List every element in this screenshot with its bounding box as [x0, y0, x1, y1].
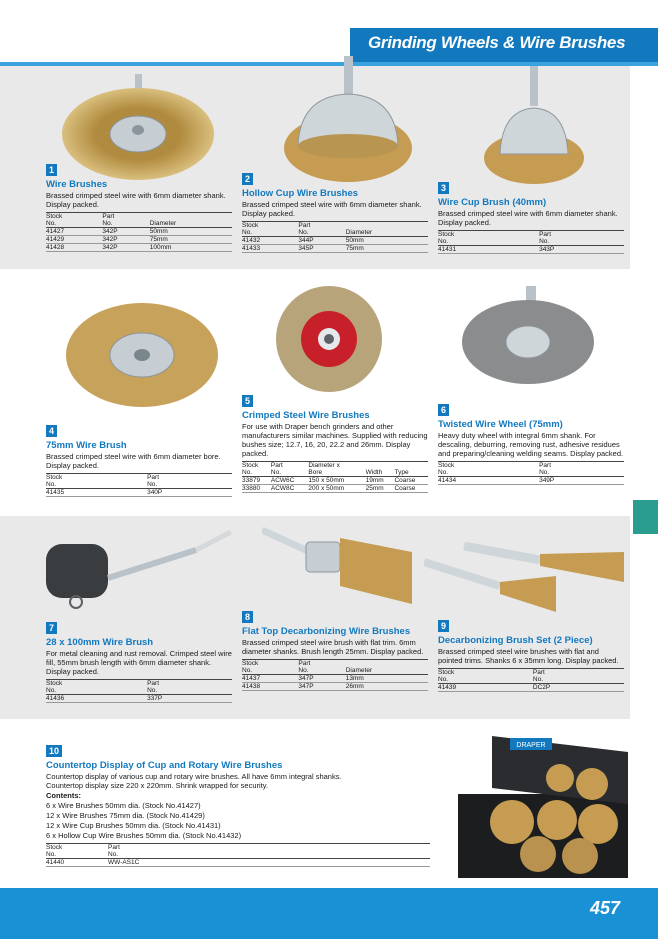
- page-title: Grinding Wheels & Wire Brushes: [368, 33, 626, 52]
- col-header: Stock No.: [46, 844, 63, 858]
- col-header: Part No.: [532, 669, 545, 683]
- table-row: 41427 342P 50mm: [46, 228, 232, 236]
- table-row: 41432 344P 50mm: [242, 237, 428, 245]
- product-number: 8: [242, 611, 253, 623]
- product-description: Brassed crimped steel wire brush with flat trim. 6mm diameter shanks. Brush length 25mm. Display packed.: [242, 638, 424, 656]
- table-row: 41436 337P: [46, 695, 232, 703]
- contents-label: Contents:: [46, 791, 81, 800]
- col-header: Part No.: [539, 462, 551, 476]
- col-header: Part No.: [298, 222, 311, 236]
- table-row: 41435 340P: [46, 489, 232, 497]
- col-header: Type: [394, 469, 409, 476]
- countertop-display-image: [452, 724, 632, 882]
- contents-item: 12 x Wire Brushes 75mm dia. (Stock No.41429): [46, 811, 205, 820]
- col-header: Stock No.: [242, 462, 259, 476]
- spec-table: [438, 461, 624, 485]
- product-title: Decarbonizing Brush Set (2 Piece): [438, 635, 593, 646]
- section-tab: [633, 500, 658, 534]
- col-header: Part No.: [539, 231, 551, 245]
- product-block-1: [46, 160, 232, 252]
- crimped-steel-wheel-image: [274, 284, 384, 394]
- table-row: 41431 343P: [438, 246, 624, 254]
- table-row: 41428 342P 100mm: [46, 244, 232, 252]
- col-header: Part No.: [147, 680, 159, 694]
- product-block-4: [46, 421, 232, 497]
- col-header: Diameter: [345, 667, 373, 674]
- product-description: For use with Draper bench grinders and other manufacturers similar machines. Supplied with reducing bushes size; 12.7, 16, 20, 22.2 and 26mm. Display packed.: [242, 422, 428, 458]
- product-block-8: [242, 607, 428, 691]
- col-header: Width: [365, 469, 383, 476]
- col-header: Part No.: [108, 844, 120, 858]
- product-description: Heavy duty wheel with integral 6mm shank. For descaling, deburring, removing rust, adhesive residues and preparing/cleaning welding seams. Display packed.: [438, 431, 624, 458]
- product-description: For metal cleaning and rust removal. Crimped steel wire fill, 55mm brush length with 6mm diameter shank. Display packed.: [46, 649, 232, 676]
- product-description: Brassed crimped steel wire brushes with flat and pointed trims. Shanks 6 x 35mm long. Display packed.: [438, 647, 619, 665]
- product-number: 3: [438, 182, 449, 194]
- spec-table: [438, 668, 624, 692]
- product-number: 9: [438, 620, 449, 632]
- product-number: 4: [46, 425, 57, 437]
- footer-bar: [0, 888, 658, 939]
- product-number: 1: [46, 164, 57, 176]
- product-number: 2: [242, 173, 253, 185]
- product-title: Flat Top Decarbonizing Wire Brushes: [242, 626, 411, 637]
- col-header: Part No.: [147, 474, 159, 488]
- table-row: 33880 ACW8C 200 x 50mm 25mm Coarse: [242, 485, 428, 493]
- product-title: Hollow Cup Wire Brushes: [242, 188, 359, 199]
- contents-item: 6 x Wire Brushes 50mm dia. (Stock No.41427): [46, 801, 201, 810]
- spec-table: [46, 473, 232, 497]
- col-header: Diameter: [149, 220, 177, 227]
- twisted-wire-wheel-image: [458, 286, 598, 386]
- col-header: Diameter: [345, 229, 373, 236]
- table-row: 41437 347P 13mm: [242, 675, 428, 683]
- col-header: Part No.: [270, 462, 283, 476]
- product-title: Twisted Wire Wheel (75mm): [438, 419, 563, 430]
- col-header: Stock No.: [438, 231, 455, 245]
- table-row: 41433 345P 75mm: [242, 245, 428, 253]
- 28x100-wire-brush-image: [46, 526, 236, 616]
- wire-cup-brush-image: [478, 66, 588, 186]
- product-description: Brassed crimped steel wire with 6mm diameter shank. Display packed.: [46, 191, 226, 209]
- col-header: Stock No.: [438, 669, 455, 683]
- table-row: 41434 349P: [438, 477, 624, 485]
- product-block-2: [242, 169, 428, 253]
- product-title: Countertop Display of Cup and Rotary Wire Brushes: [46, 760, 283, 771]
- display-box-logo: DRAPER: [516, 742, 546, 749]
- contents-item: 6 x Hollow Cup Wire Brushes 50mm dia. (Stock No.41432): [46, 831, 242, 840]
- col-header: Stock No.: [46, 213, 63, 227]
- product-block-10: [46, 741, 430, 867]
- spec-table: [46, 212, 232, 252]
- product-block-9: [438, 616, 624, 692]
- product-number: 6: [438, 404, 449, 416]
- spec-table: [242, 221, 428, 253]
- col-header: Stock No.: [242, 222, 259, 236]
- table-row: 41439 DC2P: [438, 684, 624, 692]
- hollow-cup-brush-image: [280, 56, 420, 186]
- product-block-3: [438, 178, 624, 254]
- col-header: Part No.: [298, 660, 311, 674]
- product-description: Countertop display of various cup and rotary wire brushes. All have 6mm integral shanks. Countertop display size 220 x 220mm. Shrink wrapped for security.: [46, 772, 342, 790]
- spec-table: [438, 230, 624, 254]
- table-row: 41438 347P 26mm: [242, 683, 428, 691]
- product-block-5: [242, 391, 428, 493]
- col-header: Stock No.: [438, 462, 455, 476]
- table-row: 41429 342P 75mm: [46, 236, 232, 244]
- product-number: 7: [46, 622, 57, 634]
- col-header: Part No.: [102, 213, 115, 227]
- table-row: 33879 ACW6C 150 x 50mm 19mm Coarse: [242, 477, 428, 485]
- decarbonizing-brush-set-image: [424, 532, 624, 612]
- col-header: Stock No.: [46, 680, 63, 694]
- product-number: 10: [46, 745, 62, 757]
- spec-table: [242, 461, 428, 493]
- product-title: 28 x 100mm Wire Brush: [46, 637, 154, 648]
- spec-table: [46, 679, 232, 703]
- spec-table: [242, 659, 428, 691]
- spec-table: [46, 843, 430, 867]
- flat-top-brush-image: [262, 524, 412, 614]
- product-block-7: [46, 618, 232, 703]
- product-description: Brassed crimped steel wire with 6mm diameter bore. Display packed.: [46, 452, 221, 470]
- product-title: Wire Brushes: [46, 179, 108, 190]
- product-title: Crimped Steel Wire Brushes: [242, 410, 370, 421]
- product-title: 75mm Wire Brush: [46, 440, 127, 451]
- col-header: Stock No.: [46, 474, 63, 488]
- col-header: Stock No.: [242, 660, 259, 674]
- page-number: 457: [590, 898, 621, 918]
- table-row: 41440 WW-AS1C: [46, 859, 430, 867]
- product-description: Brassed crimped steel wire with 6mm diameter shank. Display packed.: [242, 200, 422, 218]
- product-block-6: [438, 400, 624, 485]
- contents-item: 12 x Wire Cup Brushes 50mm dia. (Stock No.41431): [46, 821, 221, 830]
- col-header: Diameter x Bore: [308, 462, 340, 476]
- 75mm-wire-brush-image: [62, 300, 222, 410]
- product-number: 5: [242, 395, 253, 407]
- product-description: Brassed crimped steel wire with 6mm diameter shank. Display packed.: [438, 209, 618, 227]
- product-title: Wire Cup Brush (40mm): [438, 197, 547, 208]
